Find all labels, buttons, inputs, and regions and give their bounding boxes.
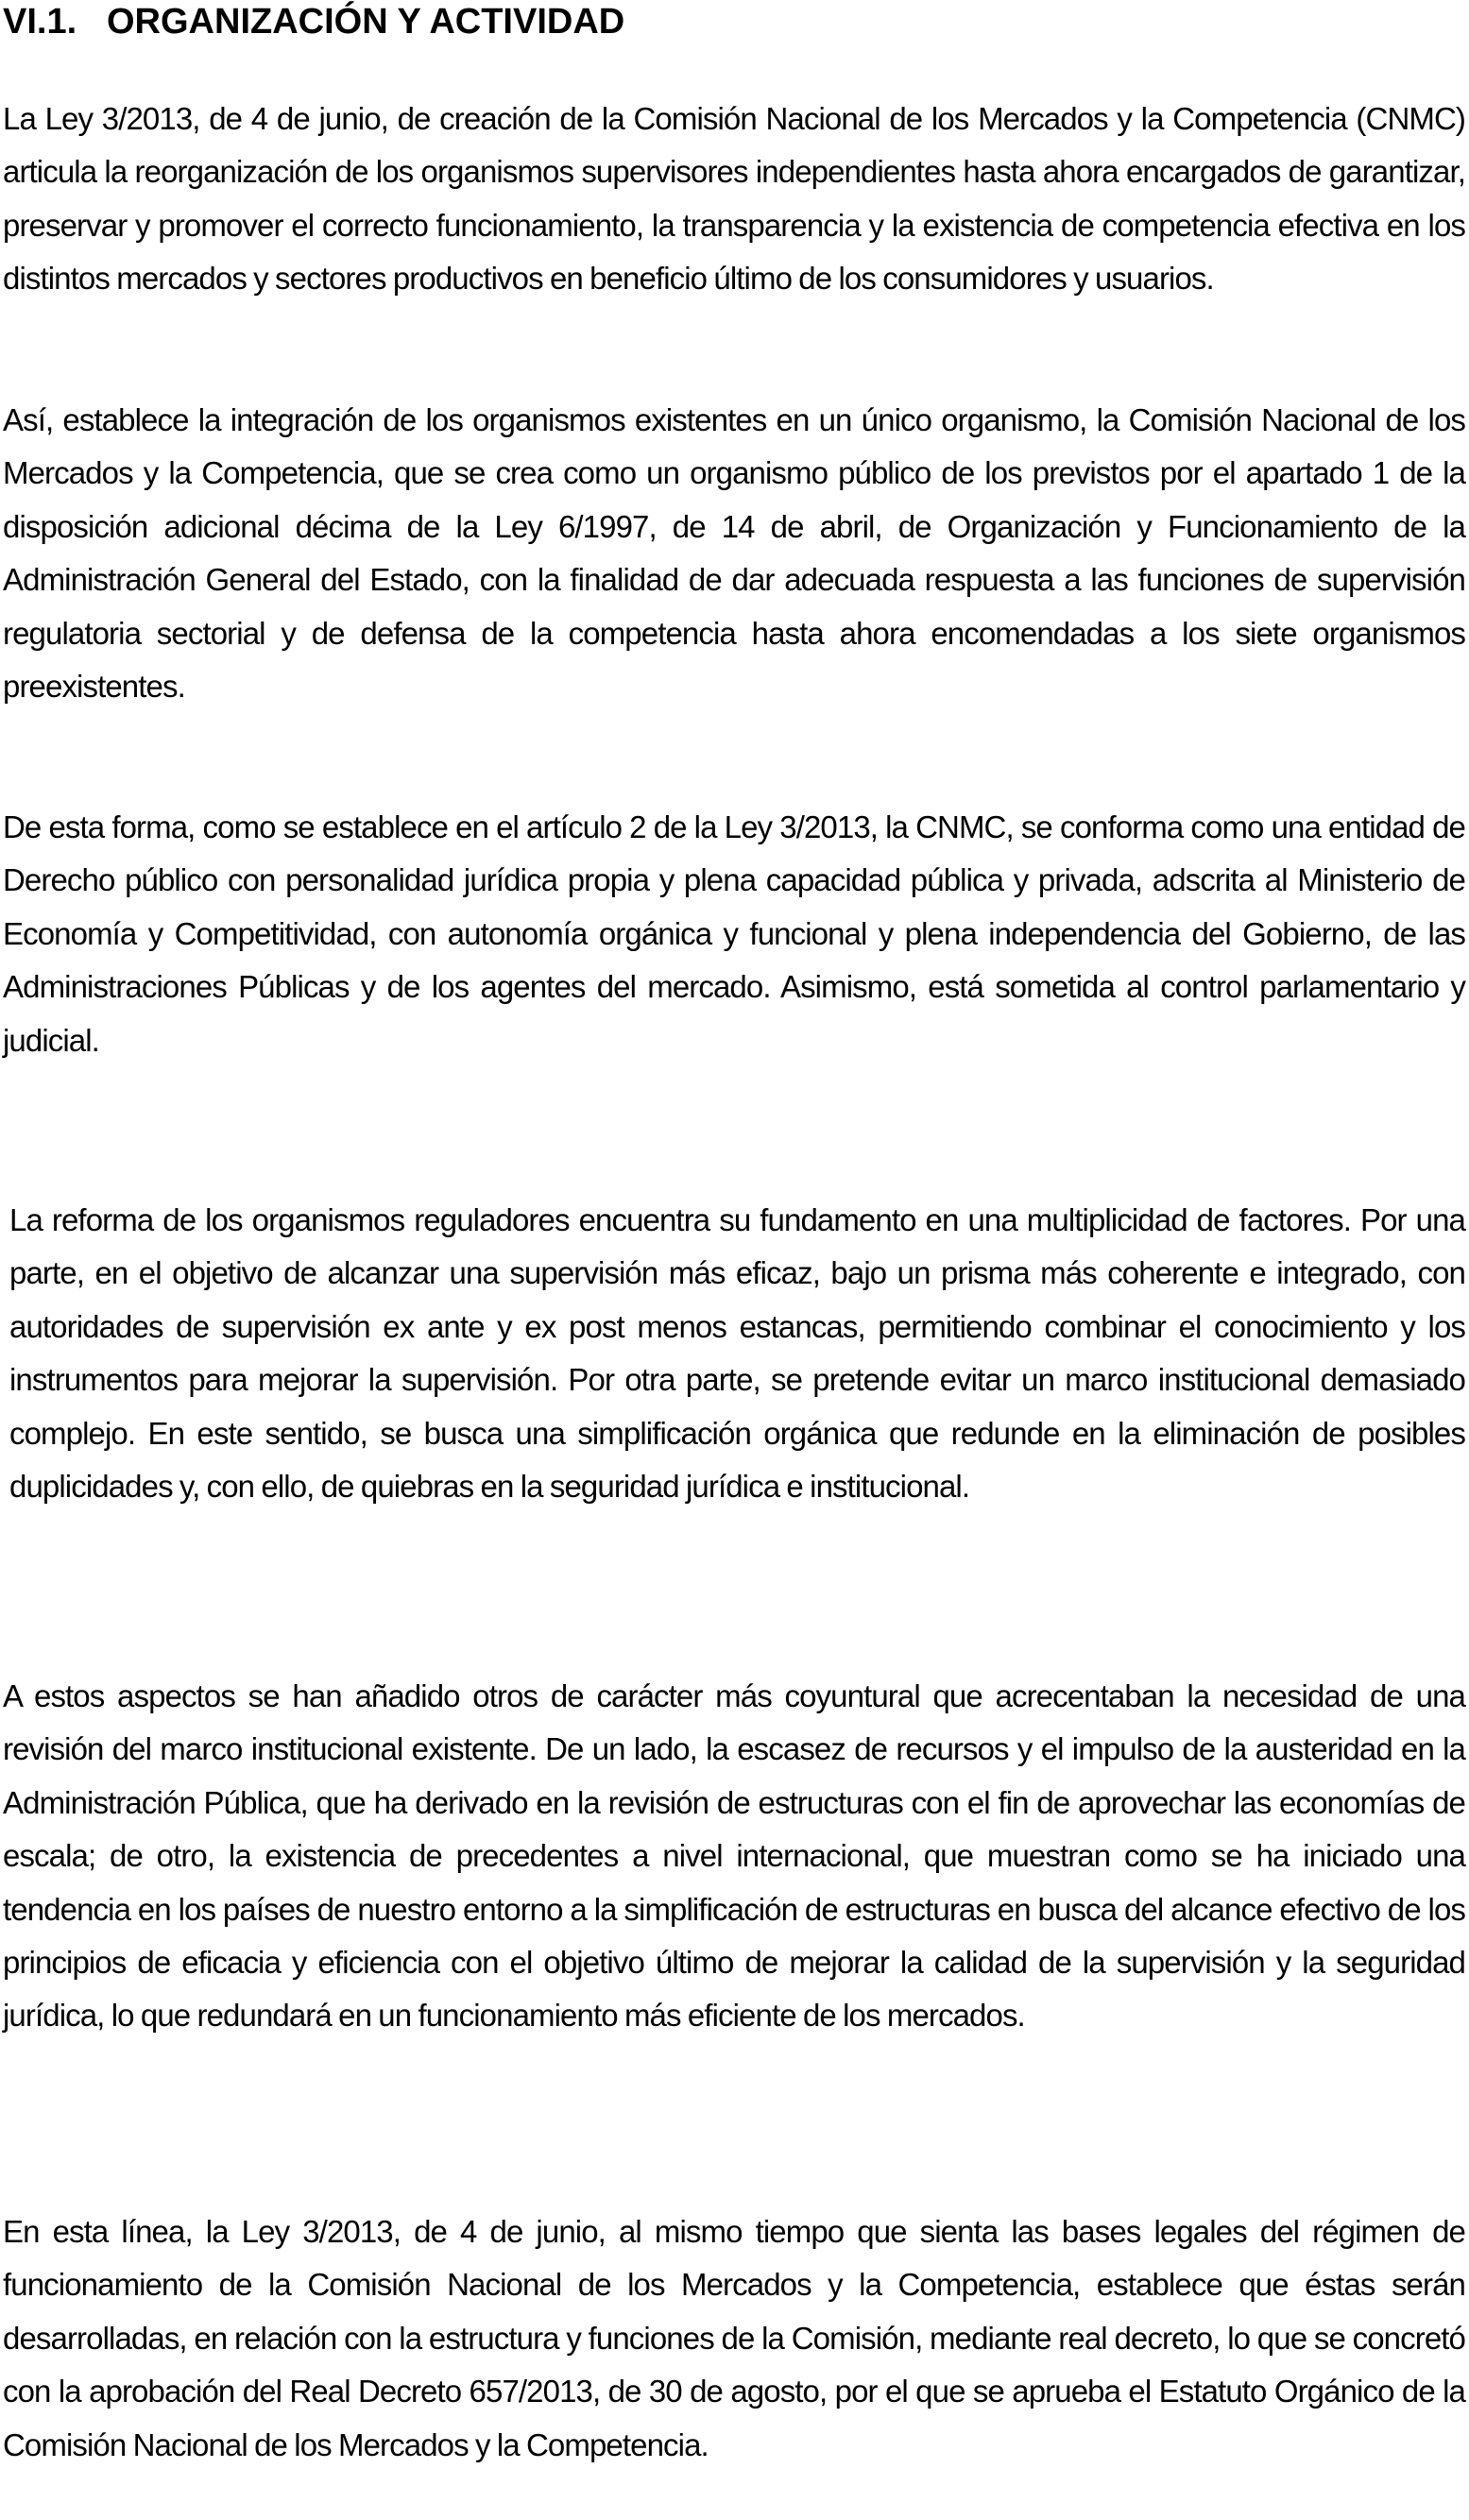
- paragraph-4: La reforma de los organismos reguladores encuentra su fundamento en una multiplicidad de factores. Por una parte, en el objetivo de alcanzar una supervisión más eficaz, bajo un prisma más coherente e integrado, con autoridades de supervisión ex ante y ex post menos estancas, permitiendo combinar el conocimiento y los instrumentos para mejorar la supervisión. Por otra parte, se pretende evitar un marco institucional demasiado complejo. En este sentido, se busca una simplificación orgánica que redunde en la eliminación de posibles duplicidades y, con ello, de quiebras en la seguridad jurídica e institucional.: [9, 1202, 1465, 1505]
- paragraph-1: La Ley 3/2013, de 4 de junio, de creación de la Comisión Nacional de los Mercados y la Competencia (CNMC) articula la reorganización de los organismos supervisores independientes hasta ahora encargados de garantizar, preservar y promover el correcto funcionamiento, la transparencia y la existencia de competencia efectiva en los distintos mercados y sectores productivos en beneficio último de los consumidores y usuarios.: [3, 101, 1465, 297]
- paragraph-3: De esta forma, como se establece en el artículo 2 de la Ley 3/2013, la CNMC, se conforma como una entidad de Derecho público con personalidad jurídica propia y plena capacidad pública y privada, adscrita al Ministerio de Economía y Competitividad, con autonomía orgánica y funcional y plena independencia del Gobierno, de las Administraciones Públicas y de los agentes del mercado. Asimismo, está sometida al control parlamentario y judicial.: [3, 809, 1465, 1058]
- section-heading: [3, 0, 624, 43]
- paragraph-5: A estos aspectos se han añadido otros de carácter más coyuntural que acrecentaban la necesidad de una revisión del marco institucional existente. De un lado, la escasez de recursos y el impulso de la austeridad en la Administración Pública, que ha derivado en la revisión de estructuras con el fin de aprovechar las economías de escala; de otro, la existencia de precedentes a nivel internacional, que muestran como se ha iniciado una tendencia en los países de nuestro entorno a la simplificación de estructuras en busca del alcance efectivo de los principios de eficacia y eficiencia con el objetivo último de mejorar la calidad de la supervisión y la seguridad jurídica, lo que redundará en un funcionamiento más eficiente de los mercados.: [3, 1678, 1465, 2034]
- section-title: ORGANIZACIÓN Y ACTIVIDAD: [107, 2, 625, 42]
- section-number: VI.1.: [3, 2, 77, 42]
- paragraph-2: Así, establece la integración de los organismos existentes en un único organismo, la Comisión Nacional de los Mercados y la Competencia, que se crea como un organismo público de los previstos por el apartado 1 de la disposición adicional décima de la Ley 6/1997, de 14 de abril, de Organización y Funcionamiento de la Administración General del Estado, con la finalidad de dar adecuada respuesta a las funciones de supervisión regulatoria sectorial y de defensa de la competencia hasta ahora encomendadas a los siete organismos preexistentes.: [3, 402, 1465, 705]
- paragraph-6: En esta línea, la Ley 3/2013, de 4 de junio, al mismo tiempo que sienta las bases legales del régimen de funcionamiento de la Comisión Nacional de los Mercados y la Competencia, establece que éstas serán desarrolladas, en relación con la estructura y funciones de la Comisión, mediante real decreto, lo que se concretó con la aprobación del Real Decreto 657/2013, de 30 de agosto, por el que se aprueba el Estatuto Orgánico de la Comisión Nacional de los Mercados y la Competencia.: [3, 2214, 1465, 2462]
